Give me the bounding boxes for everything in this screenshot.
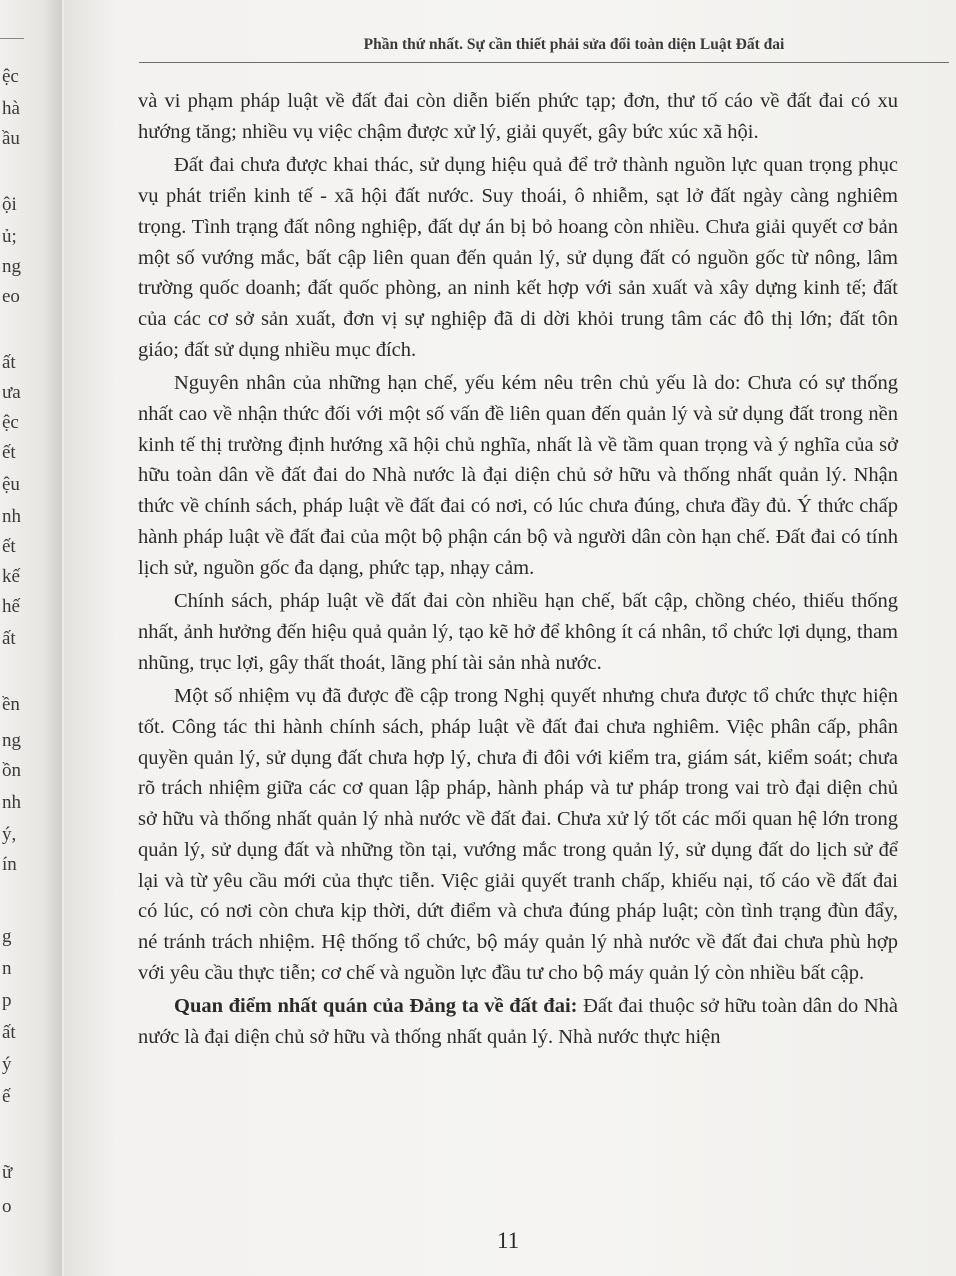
adjacent-text-fragment: ệc — [2, 412, 19, 433]
adjacent-text-fragment: nh — [2, 792, 21, 813]
paragraph: và vi phạm pháp luật về đất đai còn diễn biến phức tạp; đơn, thư tố cáo về đất đai có xu hướng tăng; nhiều vụ việc chậm được xử lý, giải quyết, gây bức xúc xã hội. — [138, 90, 898, 143]
adjacent-text-fragment: ế — [2, 1086, 11, 1107]
paragraph: Nguyên nhân của những hạn chế, yếu kém nêu trên chủ yếu là do: Chưa có sự thống nhất cao về nhận thức đối với một số vấn đề liên quan đến quản lý và sử dụng đất trong nền kinh tế thị trường định hướng xã hội chủ nghĩa, nhất là về tầm quan trọng và ý nghĩa của sở hữu toàn dân về đất đai do Nhà nước là đại diện chủ sở hữu và thống nhất quản lý. Nhận thức về chính sách, pháp luật về đất đai có nơi, có lúc chưa đúng, chưa đầy đủ. Ý thức chấp hành pháp luật về đất đai của một bộ phận cán bộ và người dân còn hạn chế. Đất đai có tính lịch sử, nguồn gốc đa dạng, phức tạp, nhạy cảm. — [138, 372, 898, 579]
adjacent-text-fragment: ầu — [2, 128, 20, 149]
adjacent-text-fragment: ệc — [2, 66, 19, 87]
adjacent-text-fragment: ất — [2, 352, 16, 373]
adjacent-text-fragment: ng — [2, 730, 21, 751]
body-text — [138, 86, 898, 1056]
adjacent-text-fragment: ồn — [2, 760, 21, 781]
paragraph-text: Đất đai thuộc sở hữu toàn dân do Nhà nước là đại diện chủ sở hữu và thống nhất quản lý. Nhà nước thực hiện — [138, 995, 898, 1049]
adjacent-text-fragment: o — [2, 1196, 12, 1217]
adjacent-text-fragment: ất — [2, 628, 16, 649]
page-number: 11 — [497, 1228, 520, 1253]
adjacent-text-fragment: n — [2, 958, 12, 979]
adjacent-text-fragment: ín — [2, 854, 17, 875]
paragraph: Đất đai chưa được khai thác, sử dụng hiệu quả để trở thành nguồn lực quan trọng phục vụ phát triển kinh tế - xã hội đất nước. Suy thoái, ô nhiễm, sạt lở đất ngày càng nghiêm trọng. Tình trạng đất nông nghiệp, đất dự án bị bỏ hoang còn nhiều. Chưa giải quyết cơ bản một số vướng mắc, bất cập liên quan đến quản lý, sử dụng đất có nguồn gốc từ nông, lâm trường quốc doanh; đất quốc phòng, an ninh kết hợp với sản xuất và xây dựng kinh tế; đất của các cơ sở sản xuất, đơn vị sự nghiệp đã di dời khỏi trung tâm các đô thị lớn; đất tôn giáo; đất sử dụng nhiều mục đích. — [138, 154, 898, 361]
adjacent-text-fragment: ền — [2, 694, 20, 715]
paragraph-lead-heading: Quan điểm nhất quán của Đảng ta về đất đai: — [174, 995, 578, 1018]
adjacent-text-fragment: kế — [2, 566, 20, 587]
adjacent-text-fragment: ệu — [2, 474, 20, 495]
adjacent-text-fragment: ưa — [2, 382, 21, 403]
adjacent-header-rule — [0, 38, 24, 39]
paragraph: Một số nhiệm vụ đã được đề cập trong Nghị quyết nhưng chưa được tổ chức thực hiện tốt. Công tác thi hành chính sách, pháp luật về đất đai chưa nghiêm. Việc phân cấp, phân quyền quản lý, sử dụng đất chưa hợp lý, chưa đi đôi với kiểm tra, giám sát, kiểm soát; chưa rõ trách nhiệm giữa các cơ quan lập pháp, hành pháp và tư pháp trong vai trò đại diện chủ sở hữu và thống nhất quản lý nhà nước về đất đai. Chưa xử lý tốt các mối quan hệ lớn trong quản lý, sử dụng đất và những tồn tại, vướng mắc trong quản lý, sử dụng đất do lịch sử để lại và từ yêu cầu mới của thực tiễn. Việc giải quyết tranh chấp, khiếu nại, tố cáo về đất đai có lúc, có nơi còn chưa kịp thời, dứt điểm và chưa đúng pháp luật; còn tình trạng đùn đẩy, né tránh trách nhiệm. Hệ thống tổ chức, bộ máy quản lý nhà nước về đất đai chưa phù hợp với yêu cầu thực tiễn; cơ chế và nguồn lực đầu tư cho bộ máy quản lý còn nhiều bất cập. — [138, 685, 898, 984]
adjacent-text-fragment: g — [2, 926, 12, 947]
header-rule — [139, 62, 949, 63]
adjacent-text-fragment: ý — [2, 1054, 12, 1075]
paragraph — [138, 991, 898, 1052]
adjacent-text-fragment: hế — [2, 596, 20, 617]
adjacent-text-fragment: ất — [2, 1022, 16, 1043]
adjacent-text-fragment: ết — [2, 442, 16, 463]
paragraph: Chính sách, pháp luật về đất đai còn nhiều hạn chế, bất cập, chồng chéo, thiếu thống nhất, ảnh hưởng đến hiệu quả quản lý, tạo kẽ hở để không ít cá nhân, tổ chức lợi dụng, tham nhũng, trục lợi, gây thất thoát, lãng phí tài sản nhà nước. — [138, 590, 898, 674]
adjacent-text-fragment: nh — [2, 506, 21, 527]
adjacent-text-fragment: p — [2, 990, 12, 1011]
adjacent-text-fragment: ủ; — [2, 226, 17, 247]
adjacent-page-margin — [0, 0, 62, 1276]
adjacent-text-fragment: ữ — [2, 1162, 13, 1183]
adjacent-text-fragment: ng — [2, 256, 21, 277]
adjacent-text-fragment: eo — [2, 286, 20, 307]
running-header: Phần thứ nhất. Sự cần thiết phải sửa đổi toàn diện Luật Đất đai — [363, 36, 785, 53]
adjacent-text-fragment: ội — [2, 194, 17, 215]
adjacent-text-fragment: hà — [2, 98, 20, 119]
adjacent-text-fragment: ý, — [2, 824, 17, 845]
adjacent-text-fragment: ết — [2, 536, 16, 557]
